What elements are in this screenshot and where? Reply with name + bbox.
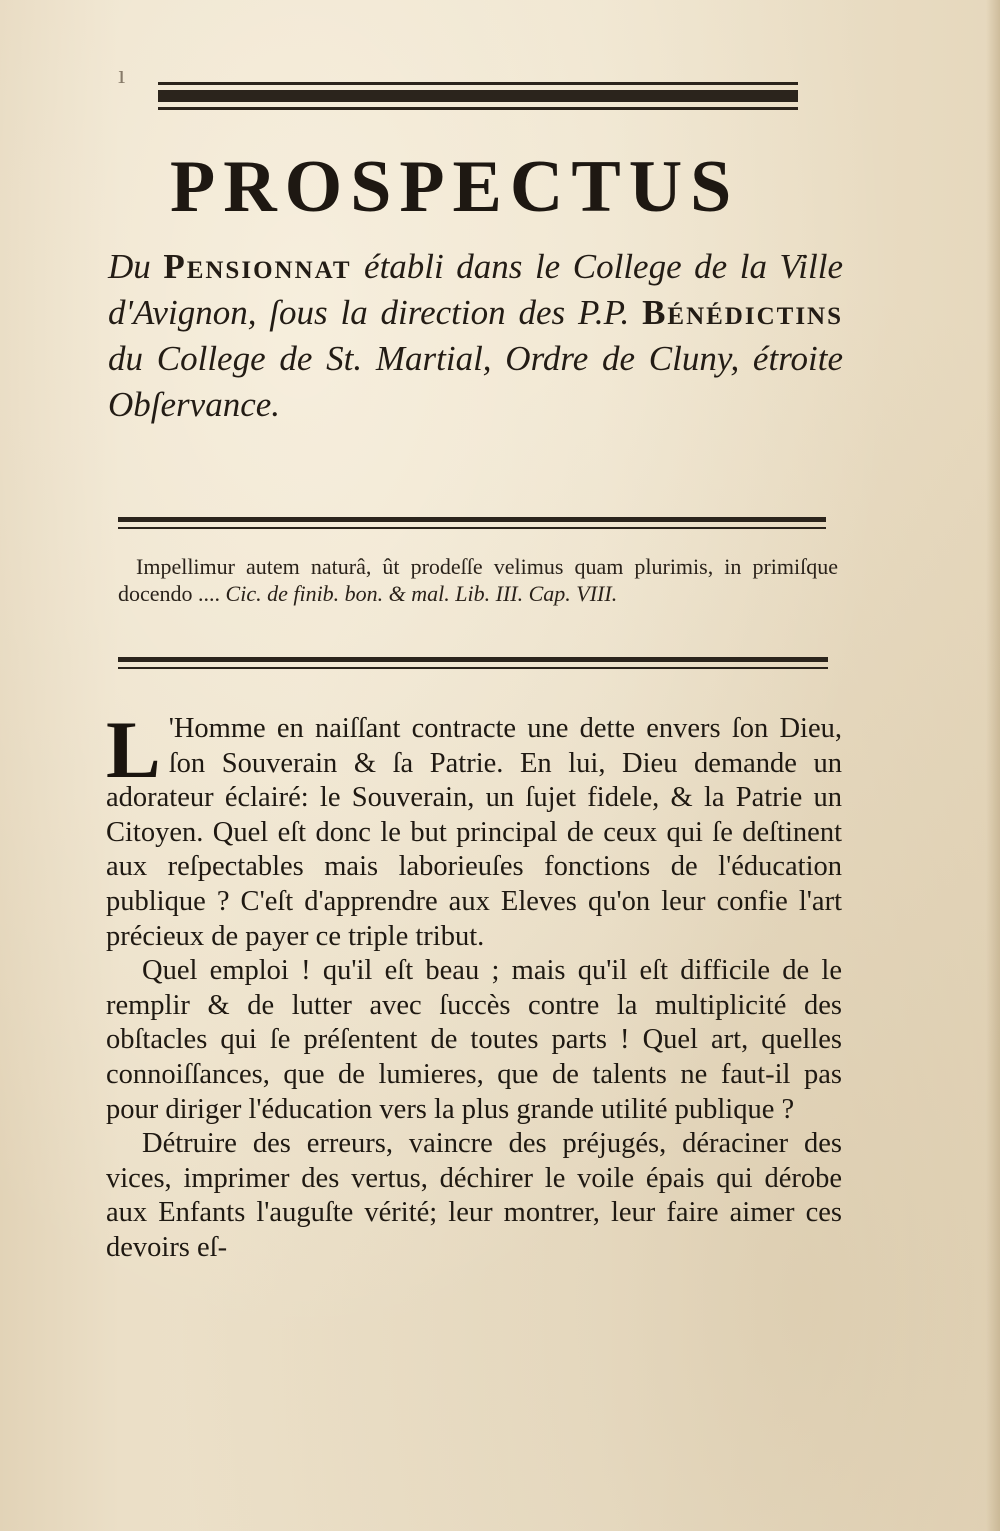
lower-ornamental-rule xyxy=(118,655,828,675)
subtitle-tail: du College de St. Martial, Ordre de Cluny, étroite Obſervance. xyxy=(108,339,843,424)
latin-epigraph xyxy=(118,553,838,607)
epigraph-citation: Cic. de finib. bon. & mal. Lib. III. Cap. VIII. xyxy=(225,581,618,606)
page-title: PROSPECTUS xyxy=(170,146,740,228)
subtitle-lead: Du xyxy=(108,247,151,286)
middle-ornamental-rule xyxy=(118,515,826,535)
paragraph-3: Détruire des erreurs, vaincre des préjugés, déraciner des vices, imprimer des vertus, déchirer le voile épais qui dérobe aux Enfants l'auguſte vérité; leur montrer, leur faire aimer ces devoirs eſ- xyxy=(106,1128,842,1263)
paragraph-1-text: 'Homme en naiſſant contracte une dette envers ſon Dieu, ſon Souverain & ſa Patrie. En lui, Dieu demande un adorateur éclairé: le Souverain, un ſujet fidele, & la Patrie un Citoyen. Quel eſt donc le but principal de ceux qui ſe deſtinent aux reſpectables mais laborieuſes fonctions de l'éducation publique ? C'eſt d'apprendre aux Eleves qu'on leur confie l'art précieux de payer ce triple tribut. xyxy=(106,713,842,952)
epigraph-text: Impellimur autem naturâ, ût prodeſſe velimus quam plurimis, in primiſque docendo .... xyxy=(118,554,838,606)
page-corner-mark: ı xyxy=(118,60,126,89)
drop-cap-letter: L xyxy=(106,704,161,795)
subtitle-smallcaps-benedictins: Bénédictins xyxy=(642,293,844,332)
body-text xyxy=(106,704,842,1266)
top-ornamental-rule xyxy=(158,82,798,112)
paragraph-2: Quel emploi ! qu'il eſt beau ; mais qu'il eſt difficile de le remplir & de lutter avec ſuccès contre la multiplicité des obſtacles qui ſe préſentent de toutes parts ! Quel art, quelles connoiſſances, que de lumieres, que de talents ne faut-il pas pour diriger l'éducation vers la plus grande utilité publique ? xyxy=(106,955,842,1125)
page-edge-shadow xyxy=(986,0,1000,1531)
page-subtitle xyxy=(108,244,843,428)
subtitle-smallcaps-pensionnat: Pensionnat xyxy=(163,247,352,286)
subtitle-middle: établi dans le College de la Ville d'Avignon, ſous la direction des P.P. xyxy=(108,247,844,332)
paragraph-1 xyxy=(106,704,842,954)
